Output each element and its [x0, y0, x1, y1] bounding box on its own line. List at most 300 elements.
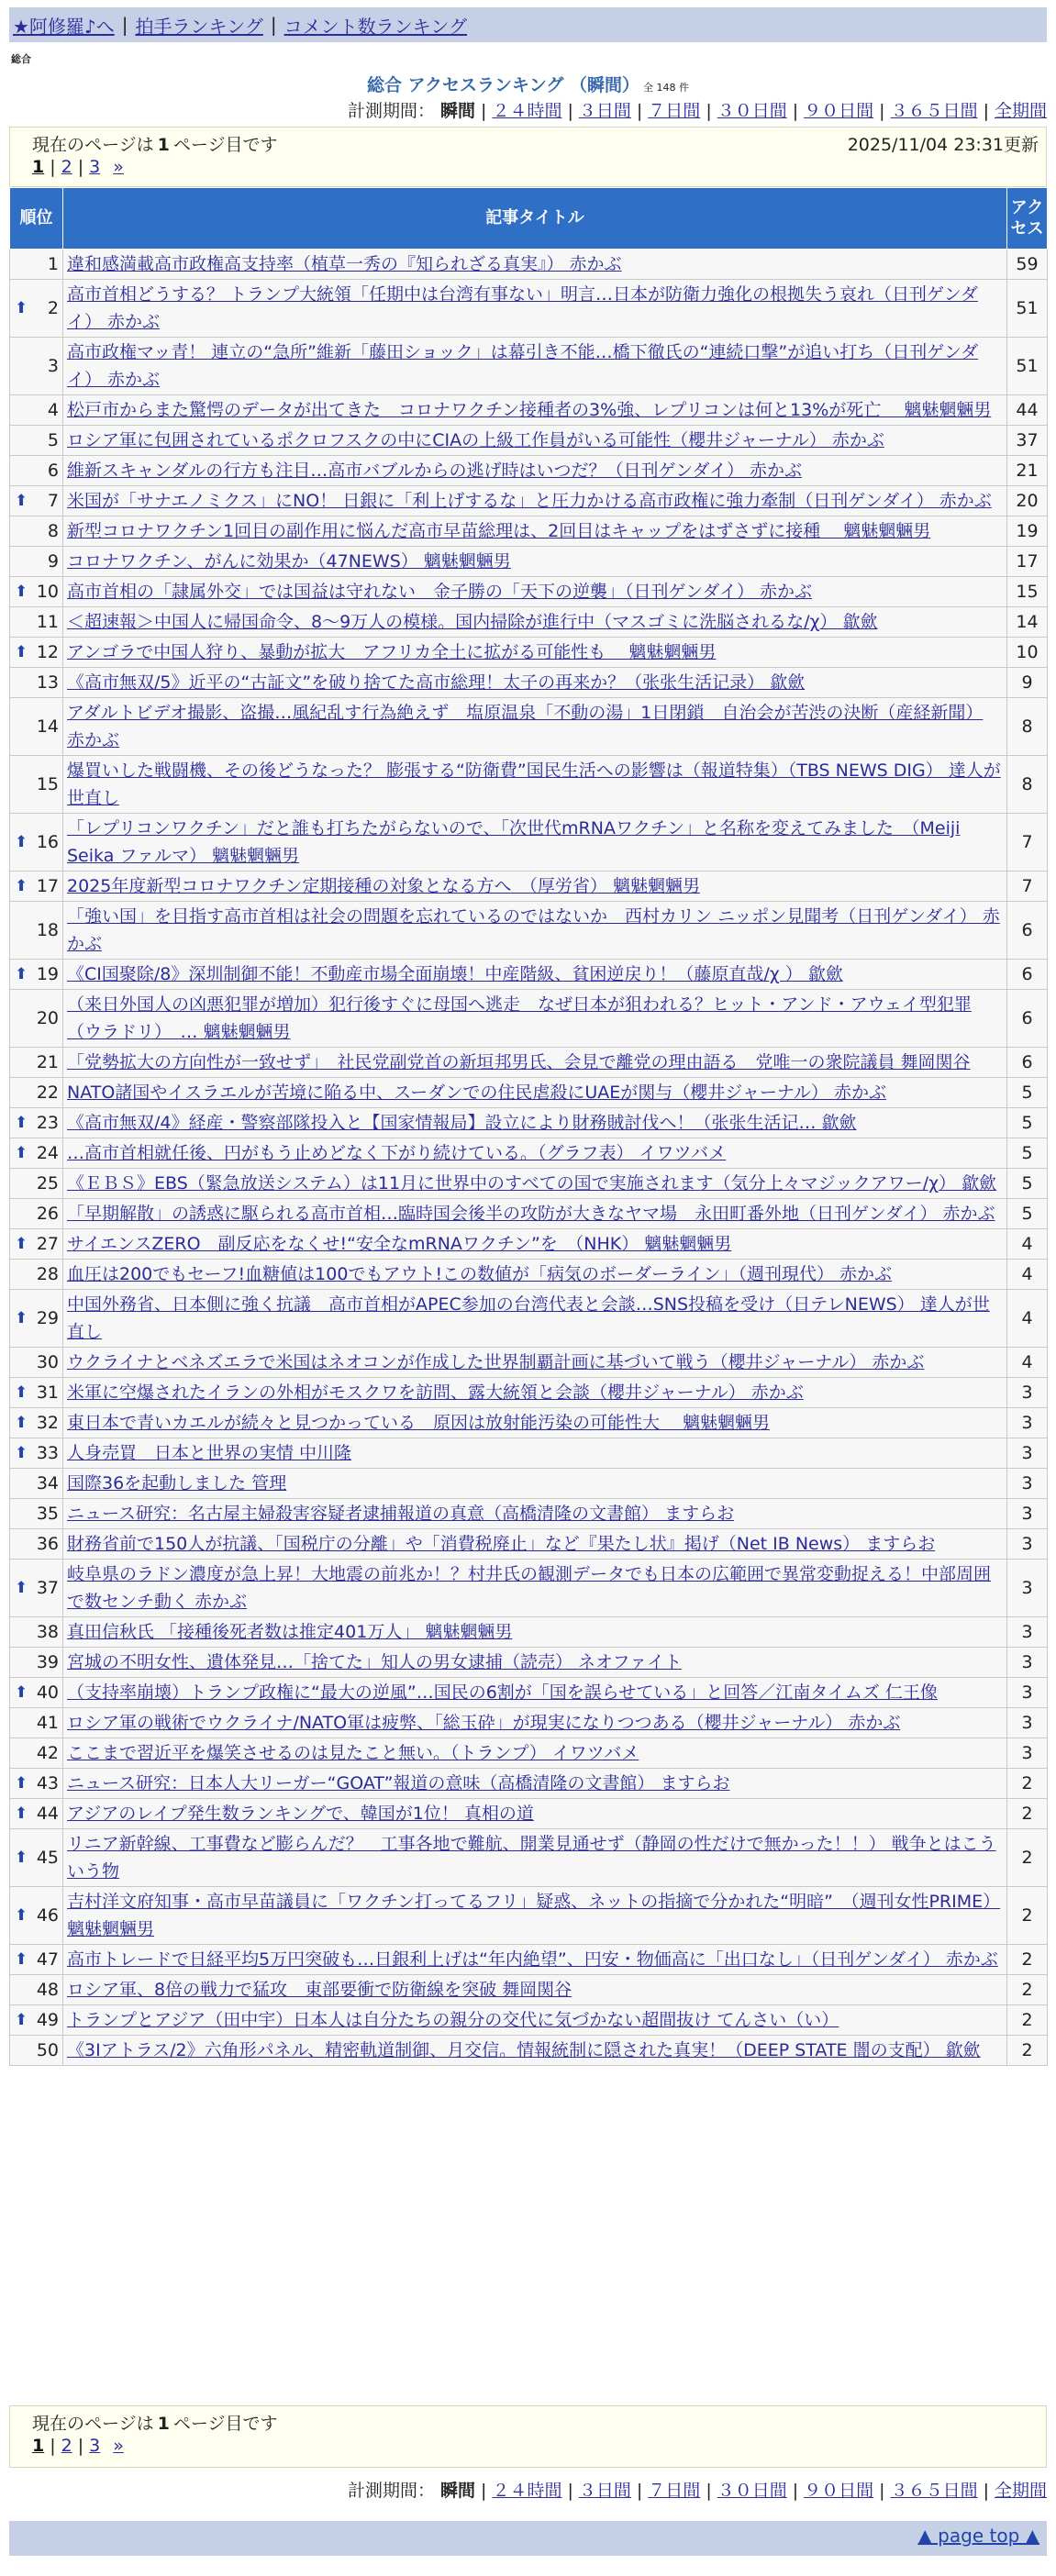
rank-number: 17 — [36, 876, 59, 896]
article-link[interactable]: 宮城の不明女性、遺体発見…「捨てた」知人の男女逮捕（読売） ネオファイト — [67, 1652, 683, 1672]
table-row — [10, 1348, 1048, 1378]
table-row — [10, 426, 1048, 456]
title-cell — [63, 1769, 1007, 1799]
up-arrow-icon: ⬆ — [15, 1579, 28, 1597]
access-count: 14 — [1007, 607, 1048, 638]
article-link[interactable]: 人身売買 日本と世界の実情 中川隆 — [67, 1443, 352, 1463]
rank-cell — [10, 1290, 63, 1348]
title-cell — [63, 2036, 1007, 2066]
rank-number: 20 — [36, 1008, 59, 1028]
table-row — [10, 902, 1048, 960]
access-count: 2 — [1007, 2036, 1048, 2066]
title-cell — [63, 1799, 1007, 1829]
rank-number: 21 — [36, 1052, 59, 1072]
rank-number: 37 — [36, 1578, 59, 1598]
rank-cell — [10, 395, 63, 426]
title-cell — [63, 1408, 1007, 1438]
article-link[interactable]: 《ＥＢＳ》EBS（緊急放送システム）は11月に世界中のすべての国で実施されます（気分上々マジックアワー/χ） 歙歛 — [67, 1173, 997, 1194]
period-30d[interactable]: ３０日間 — [717, 2481, 787, 2501]
access-count: 4 — [1007, 1290, 1048, 1348]
table-row — [10, 698, 1048, 756]
rank-number: 32 — [36, 1413, 59, 1433]
period-3d[interactable]: ３日間 — [578, 101, 631, 121]
table-row — [10, 1438, 1048, 1469]
access-count: 10 — [1007, 638, 1048, 668]
title-cell — [63, 486, 1007, 516]
article-link[interactable]: …高市首相就任後、円がもう止めどなく下がり続けている。（グラフ表） イワツバメ — [67, 1143, 727, 1163]
table-row — [10, 1408, 1048, 1438]
access-count: 3 — [1007, 1378, 1048, 1408]
article-link[interactable]: 財務省前で150人が抗議、「国税庁の分離」や「消費税廃止」など『果たし状』掲げ（Net IB News） ますらお — [67, 1534, 936, 1554]
up-arrow-icon: ⬆ — [15, 1849, 28, 1867]
access-count: 4 — [1007, 1260, 1048, 1290]
up-arrow-icon: ⬆ — [15, 1383, 28, 1402]
table-row — [10, 250, 1048, 280]
access-count: 51 — [1007, 338, 1048, 395]
access-count: 6 — [1007, 960, 1048, 990]
rank-cell — [10, 1648, 63, 1678]
rank-cell — [10, 607, 63, 638]
title-cell — [63, 668, 1007, 698]
access-count: 44 — [1007, 395, 1048, 426]
article-link[interactable]: （支持率崩壊）トランプ政権に“最大の逆風”…国民の6割が「国を誤らせている」と回答／江南タイムズ 仁王像 — [67, 1682, 938, 1703]
rank-number: 13 — [36, 672, 59, 693]
access-count: 8 — [1007, 698, 1048, 756]
rank-cell — [10, 486, 63, 516]
table-row — [10, 1469, 1048, 1499]
title-cell — [63, 1438, 1007, 1469]
ranking-table-body — [10, 250, 1048, 2066]
title-cell — [63, 1290, 1007, 1348]
rank-number: 1 — [47, 254, 59, 274]
article-link[interactable]: 「強い国」を目指す高市首相は社会の問題を忘れているのではないか 西村カリン ニッポン見聞考（日刊ゲンダイ） 赤かぶ — [67, 906, 1000, 954]
period-90d[interactable]: ９０日間 — [804, 2481, 874, 2501]
rank-cell — [10, 2005, 63, 2036]
table-header-row — [10, 188, 1048, 250]
access-count: 2 — [1007, 2005, 1048, 2036]
header-title: 記事タイトル — [63, 188, 1007, 250]
title-cell — [63, 1529, 1007, 1560]
table-row — [10, 607, 1048, 638]
up-arrow-icon: ⬆ — [15, 1114, 28, 1132]
access-count: 21 — [1007, 456, 1048, 486]
table-row — [10, 1829, 1048, 1887]
title-cell — [63, 1169, 1007, 1199]
article-link[interactable]: ニュース研究：日本人大リーガー“GOAT”報道の意味（高橋清隆の文書館） ますらお — [67, 1773, 730, 1793]
rank-cell — [10, 1438, 63, 1469]
clap-ranking-link[interactable]: 拍手ランキング — [135, 15, 263, 38]
title-cell — [63, 607, 1007, 638]
title-cell — [63, 1829, 1007, 1887]
period-7d[interactable]: ７日間 — [648, 101, 701, 121]
table-row — [10, 1887, 1048, 1945]
rank-cell — [10, 1708, 63, 1738]
rank-number: 48 — [36, 1980, 59, 2000]
article-link[interactable]: 2025年度新型コロナワクチン定期接種の対象となる方へ （厚労省） 魑魅魍魎男 — [67, 876, 700, 896]
article-link[interactable]: （来日外国人の凶悪犯罪が増加）犯行後すぐに母国へ逃走 なぜ日本が狙われる？ヒット・アンド・アウェイ型犯罪（ウラドリ） … 魑魅魍魎男 — [67, 994, 972, 1042]
rank-cell — [10, 1769, 63, 1799]
rank-number: 42 — [36, 1743, 59, 1763]
rank-number: 35 — [36, 1504, 59, 1524]
table-row — [10, 1378, 1048, 1408]
table-row — [10, 280, 1048, 338]
rank-cell — [10, 1975, 63, 2005]
article-link[interactable]: ロシア軍、8倍の戦力で猛攻 東部要衝で防衛線を突破 舞岡関谷 — [67, 1980, 572, 2000]
article-link[interactable]: 中国外務省、日本側に強く抗議 高市首相がAPEC参加の台湾代表と会談…SNS投稿を受け（日テレNEWS） 達人が世直し — [67, 1294, 990, 1342]
rank-cell — [10, 1078, 63, 1108]
title-cell — [63, 338, 1007, 395]
current-page-text: 現在のページは 1 ページ目です — [32, 135, 278, 155]
page-top-link[interactable]: ▲ page top ▲ — [917, 2525, 1039, 2547]
rank-cell — [10, 456, 63, 486]
up-arrow-icon: ⬆ — [15, 833, 28, 851]
table-row — [10, 1108, 1048, 1138]
rank-number: 25 — [36, 1173, 59, 1194]
rank-number: 28 — [36, 1264, 59, 1284]
title-cell — [63, 1617, 1007, 1648]
table-row — [10, 1290, 1048, 1348]
rank-number: 9 — [47, 551, 59, 572]
table-row — [10, 638, 1048, 668]
table-row — [10, 756, 1048, 814]
rank-cell — [10, 2036, 63, 2066]
table-row — [10, 1499, 1048, 1529]
article-link[interactable]: 《CI国聚除/8》深圳制御不能！不動産市場全面崩壊！中産階級、貧困逆戻り！（藤原直哉/χ ） 歙歛 — [67, 964, 843, 984]
article-link[interactable]: 「党勢拡大の方向性が一致せず」 社民党副党首の新垣邦男氏、会見で離党の理由語る 党唯一の衆院議員 舞岡関谷 — [67, 1052, 971, 1072]
access-count: 8 — [1007, 756, 1048, 814]
article-link[interactable]: 米軍に空爆されたイランの外相がモスクワを訪問、露大統領と会談（櫻井ジャーナル） 赤かぶ — [67, 1382, 804, 1403]
next-page-link[interactable]: » — [113, 2436, 124, 2456]
period-all[interactable]: 全期間 — [994, 101, 1047, 121]
table-row — [10, 960, 1048, 990]
access-count: 15 — [1007, 577, 1048, 607]
access-count: 3 — [1007, 1617, 1048, 1648]
rank-cell — [10, 960, 63, 990]
rank-cell — [10, 1738, 63, 1769]
title-cell — [63, 2005, 1007, 2036]
access-count: 3 — [1007, 1438, 1048, 1469]
rank-cell — [10, 872, 63, 902]
access-count: 3 — [1007, 1469, 1048, 1499]
rank-number: 36 — [36, 1534, 59, 1554]
rank-cell — [10, 547, 63, 577]
title-cell — [63, 1378, 1007, 1408]
up-arrow-icon: ⬆ — [15, 1444, 28, 1462]
article-link[interactable]: 真田信秋氏 「接種後死者数は推定401万人」 魑魅魍魎男 — [67, 1622, 513, 1642]
rank-number: 46 — [36, 1905, 59, 1926]
article-link[interactable]: ロシア軍に包囲されているポクロフスクの中にCIAの上級工作員がいる可能性（櫻井ジャーナル） 赤かぶ — [67, 430, 884, 450]
article-link[interactable]: 国際36を起動しました 管理 — [67, 1473, 287, 1493]
page-link-2[interactable]: 2 — [61, 157, 72, 177]
title-cell — [63, 1108, 1007, 1138]
rank-number: 31 — [36, 1382, 59, 1403]
up-arrow-icon: ⬆ — [15, 299, 28, 317]
rank-cell — [10, 1678, 63, 1708]
rank-number: 3 — [47, 356, 59, 376]
table-row — [10, 577, 1048, 607]
rank-number: 26 — [36, 1204, 59, 1224]
page-link-1[interactable]: 1 — [32, 2436, 45, 2456]
article-link[interactable]: 岐阜県のラドン濃度が急上昇！大地震の前兆か！？村井氏の観測データでも日本の広範囲で異常変動捉える！中部周囲で数センチ動く 赤かぶ — [67, 1564, 992, 1612]
title-cell — [63, 395, 1007, 426]
page-link-3[interactable]: 3 — [89, 2436, 101, 2456]
title-cell — [63, 1078, 1007, 1108]
period-all[interactable]: 全期間 — [994, 2481, 1047, 2501]
table-row — [10, 990, 1048, 1048]
title-cell — [63, 1469, 1007, 1499]
access-count: 5 — [1007, 1078, 1048, 1108]
rank-number: 15 — [36, 774, 59, 794]
article-link[interactable]: 高市首相どうする？ トランプ大統領「任期中は台湾有事ない」明言…日本が防衛力強化の根拠失う哀れ（日刊ゲンダイ） 赤かぶ — [67, 284, 978, 332]
current-page-text-bottom: 現在のページは 1 ページ目です — [32, 2414, 278, 2434]
rank-number: 27 — [36, 1234, 59, 1254]
title-cell — [63, 516, 1007, 547]
period-365d[interactable]: ３６５日間 — [890, 101, 978, 121]
rank-cell — [10, 1617, 63, 1648]
rank-cell — [10, 250, 63, 280]
article-link[interactable]: 《高市無双/4》経産・警察部隊投入と【国家情報局】設立により財務賊討伐へ！（张张生活记… 歙歛 — [67, 1113, 857, 1133]
article-link[interactable]: ニュース研究：名古屋主婦殺害容疑者逮捕報道の真意（高橋清隆の文書館） ますらお — [67, 1504, 735, 1524]
page-title — [0, 72, 1056, 96]
table-row — [10, 516, 1048, 547]
article-link[interactable]: 「レプリコンワクチン」だと誰も打ちたがらないので、「次世代mRNAワクチン」と名称を変えてみました （Meiji Seika ファルマ） 魑魅魍魎男 — [67, 818, 961, 866]
table-row — [10, 1648, 1048, 1678]
title-cell — [63, 456, 1007, 486]
rank-cell — [10, 1138, 63, 1169]
access-count: 2 — [1007, 1769, 1048, 1799]
page-link-1[interactable]: 1 — [32, 157, 45, 177]
title-cell — [63, 1048, 1007, 1078]
title-cell — [63, 426, 1007, 456]
rank-number: 11 — [36, 612, 59, 632]
rank-cell — [10, 338, 63, 395]
rank-cell — [10, 1108, 63, 1138]
period-selector-top: 計測期間： 瞬間 | ２４時間 | ３日間 | ７日間 | ３０日間 | ９０日間 | ３６５日間 | 全期間 — [347, 101, 1047, 121]
title-cell — [63, 577, 1007, 607]
article-link[interactable]: 東日本で青いカエルが続々と見つかっている 原因は放射能汚染の可能性大 魑魅魍魎男 — [67, 1413, 771, 1433]
article-link[interactable]: ウクライナとベネズエラで米国はネオコンが作成した世界制覇計画に基づいて戦う（櫻井ジャーナル） 赤かぶ — [67, 1352, 925, 1372]
access-count: 7 — [1007, 872, 1048, 902]
article-link[interactable]: 血圧は200でもセーフ!血糖値は100でもアウト!この数値が「病気のボーダーライン」（週刊現代） 赤かぶ — [67, 1264, 893, 1284]
period-24h[interactable]: ２４時間 — [492, 2481, 562, 2501]
article-link[interactable]: トランプとアジア（田中宇）日本人は自分たちの親分の交代に気づかない超間抜け てんさい（い） — [67, 2010, 839, 2030]
rank-cell — [10, 1499, 63, 1529]
article-link[interactable]: 高市トレードで日経平均5万円突破も…日銀利上げは“年内絶望”、円安・物価高に「出口なし」（日刊ゲンダイ） 赤かぶ — [67, 1949, 998, 1970]
article-link[interactable]: アジアのレイプ発生数ランキングで、韓国が1位！ 真相の道 — [67, 1804, 534, 1824]
period-365d[interactable]: ３６５日間 — [890, 2481, 978, 2501]
article-link[interactable]: 高市首相の「隷属外交」では国益は守れない 金子勝の「天下の逆襲」（日刊ゲンダイ） 赤かぶ — [67, 582, 813, 602]
pagination: 1 | 2 | 3 » — [32, 157, 124, 177]
up-arrow-icon: ⬆ — [15, 1906, 28, 1925]
top-nav-bar — [9, 7, 1047, 42]
rank-number: 38 — [36, 1622, 59, 1642]
title-cell — [63, 1678, 1007, 1708]
up-arrow-icon: ⬆ — [15, 1950, 28, 1969]
article-link[interactable]: サイエンスZERO 副反応をなくせ!“安全なmRNAワクチン”を （NHK） 魑魅魍魎男 — [67, 1234, 732, 1254]
period-24h[interactable]: ２４時間 — [492, 101, 562, 121]
rank-cell — [10, 1199, 63, 1229]
rank-number: 33 — [36, 1443, 59, 1463]
home-link[interactable]: ★阿修羅♪へ — [13, 15, 115, 38]
header-rank: 順位 — [10, 188, 63, 250]
rank-cell — [10, 1829, 63, 1887]
nav-separator: | — [121, 14, 128, 36]
article-link[interactable]: 維新スキャンダルの行方も注目…高市バブルからの逃げ時はいつだ？（日刊ゲンダイ） 赤かぶ — [67, 461, 803, 481]
rank-cell — [10, 280, 63, 338]
table-row — [10, 1078, 1048, 1108]
rank-cell — [10, 1229, 63, 1260]
page-link-3[interactable]: 3 — [89, 157, 101, 177]
rank-number: 19 — [36, 964, 59, 984]
up-arrow-icon: ⬆ — [15, 1235, 28, 1253]
title-cell — [63, 1499, 1007, 1529]
title-cell — [63, 1945, 1007, 1975]
title-cell — [63, 814, 1007, 872]
table-row — [10, 1945, 1048, 1975]
rank-number: 29 — [36, 1308, 59, 1328]
nav-separator: | — [270, 14, 277, 36]
article-link[interactable]: ここまで習近平を爆笑させるのは見たこと無い。（トランプ） イワツバメ — [67, 1743, 639, 1763]
access-count: 51 — [1007, 280, 1048, 338]
rank-cell — [10, 1799, 63, 1829]
next-page-link[interactable]: » — [113, 157, 124, 177]
title-cell — [63, 250, 1007, 280]
article-link[interactable]: コロナワクチン、がんに効果か（47NEWS） 魑魅魍魎男 — [67, 551, 511, 572]
rank-cell — [10, 1469, 63, 1499]
table-row — [10, 1048, 1048, 1078]
pagination-bottom: 1 | 2 | 3 » — [32, 2436, 124, 2456]
header-access: アクセス — [1007, 188, 1048, 250]
up-arrow-icon: ⬆ — [15, 877, 28, 895]
article-link[interactable]: アンゴラで中国人狩り、暴動が拡大 アフリカ全土に拡がる可能性も 魑魅魍魎男 — [67, 642, 717, 662]
rank-cell — [10, 577, 63, 607]
access-count: 9 — [1007, 668, 1048, 698]
table-row — [10, 872, 1048, 902]
rank-cell — [10, 756, 63, 814]
rank-number: 30 — [36, 1352, 59, 1372]
period-selector-bottom: 計測期間： 瞬間 | ２４時間 | ３日間 | ７日間 | ３０日間 | ９０日間 | ３６５日間 | 全期間 — [347, 2481, 1047, 2501]
access-count: 2 — [1007, 1829, 1048, 1887]
table-row — [10, 1199, 1048, 1229]
access-count: 6 — [1007, 1048, 1048, 1078]
rank-number: 14 — [36, 716, 59, 737]
access-count: 37 — [1007, 426, 1048, 456]
period-90d[interactable]: ９０日間 — [804, 101, 874, 121]
up-arrow-icon: ⬆ — [15, 1144, 28, 1162]
ranking-title: 総合 アクセスランキング （瞬間） — [366, 75, 640, 95]
table-row — [10, 2005, 1048, 2036]
rank-number: 22 — [36, 1083, 59, 1103]
article-link[interactable]: 新型コロナワクチン1回目の副作用に悩んだ高市早苗総理は、2回目はキャップをはずさずに接種 魑魅魍魎男 — [67, 521, 931, 541]
comment-ranking-link[interactable]: コメント数ランキング — [283, 15, 468, 38]
rank-number: 16 — [36, 832, 59, 852]
title-cell — [63, 756, 1007, 814]
article-link[interactable]: 《3Iアトラス/2》六角形パネル、精密軌道制御、月交信。情報統制に隠された真実！（DEEP STATE 闇の支配） 歙歛 — [67, 2040, 981, 2060]
access-count: 20 — [1007, 486, 1048, 516]
access-count: 3 — [1007, 1408, 1048, 1438]
up-arrow-icon: ⬆ — [15, 965, 28, 983]
up-arrow-icon: ⬆ — [15, 2011, 28, 2029]
title-cell — [63, 698, 1007, 756]
article-link[interactable]: 《高市無双/5》近平の“古証文”を破り捨てた高市総理！太子の再来か？（张张生活记录） 歙歛 — [67, 672, 806, 693]
up-arrow-icon: ⬆ — [15, 1414, 28, 1432]
rank-cell — [10, 1048, 63, 1078]
paging-box-bottom — [9, 2405, 1047, 2468]
article-link[interactable]: ＜超速報＞中国人に帰国命令、8～9万人の模様。国内掃除が進行中（マスゴミに洗脳されるな/χ） 歙歛 — [67, 612, 878, 632]
table-row — [10, 1169, 1048, 1199]
table-row — [10, 1529, 1048, 1560]
article-link[interactable]: リニア新幹線、工事費など膨らんだ？ 工事各地で難航、開業見通せず（静岡の性だけで無かった！！） 戦争とはこういう物 — [67, 1834, 996, 1882]
access-count: 3 — [1007, 1678, 1048, 1708]
table-row — [10, 486, 1048, 516]
article-link[interactable]: 松戸市からまた驚愕のデータが出てきた コロナワクチン接種者の3%強、レプリコンは何と13%が死亡 魑魅魍魎男 — [67, 400, 992, 420]
article-link[interactable]: 吉村洋文府知事・高市早苗議員に「ワクチン打ってるフリ」疑惑、ネットの指摘で分かれた“明暗” （週刊女性PRIME） 魑魅魍魎男 — [67, 1892, 1001, 1939]
up-arrow-icon: ⬆ — [15, 583, 28, 601]
rank-number: 41 — [36, 1713, 59, 1733]
rank-number: 24 — [36, 1143, 59, 1163]
access-count: 6 — [1007, 990, 1048, 1048]
table-row — [10, 1708, 1048, 1738]
title-cell — [63, 960, 1007, 990]
paging-box-top — [9, 127, 1047, 187]
article-link[interactable]: 「早期解散」の誘惑に駆られる高市首相…臨時国会後半の攻防が大きなヤマ場 永田町番外地（日刊ゲンダイ） 赤かぶ — [67, 1204, 995, 1224]
rank-cell — [10, 638, 63, 668]
article-link[interactable]: 違和感満載高市政権高支持率（植草一秀の『知られざる真実』） 赤かぶ — [67, 254, 622, 274]
up-arrow-icon: ⬆ — [15, 1804, 28, 1823]
rank-cell — [10, 426, 63, 456]
title-cell — [63, 547, 1007, 577]
rank-number: 39 — [36, 1652, 59, 1672]
access-count: 7 — [1007, 814, 1048, 872]
period-3d[interactable]: ３日間 — [578, 2481, 631, 2501]
access-count: 4 — [1007, 1348, 1048, 1378]
table-row — [10, 1229, 1048, 1260]
access-count: 2 — [1007, 1945, 1048, 1975]
access-count: 3 — [1007, 1499, 1048, 1529]
rank-cell — [10, 1945, 63, 1975]
access-count: 2 — [1007, 1799, 1048, 1829]
article-link[interactable]: 米国が「サナエノミクス」にNO！ 日銀に「利上げするな」と圧力かける高市政権に強力牽制（日刊ゲンダイ） 赤かぶ — [67, 491, 992, 511]
access-count: 6 — [1007, 902, 1048, 960]
rank-cell — [10, 902, 63, 960]
updated-timestamp: 2025/11/04 23:31更新 — [847, 135, 1039, 155]
rank-number: 44 — [36, 1804, 59, 1824]
rank-number: 49 — [36, 2010, 59, 2030]
period-30d[interactable]: ３０日間 — [717, 101, 787, 121]
access-count: 3 — [1007, 1648, 1048, 1678]
period-7d[interactable]: ７日間 — [648, 2481, 701, 2501]
rank-number: 5 — [47, 430, 59, 450]
rank-number: 34 — [36, 1473, 59, 1493]
article-link[interactable]: 高市政権マッ青！ 連立の“急所”維新「藤田ショック」は幕引き不能…橋下徹氏の“連続口撃”が追い打ち（日刊ゲンダイ） 赤かぶ — [67, 342, 979, 390]
access-count: 17 — [1007, 547, 1048, 577]
article-link[interactable]: アダルトビデオ撮影、盗撮…風紀乱す行為絶えず 塩原温泉「不動の湯」1日閉鎖 自治会が苦渋の決断（産経新聞） 赤かぶ — [67, 703, 984, 750]
article-link[interactable]: NATO諸国やイスラエルが苦境に陥る中、スーダンでの住民虐殺にUAEが関与（櫻井ジャーナル） 赤かぶ — [67, 1083, 886, 1103]
page-link-2[interactable]: 2 — [61, 2436, 72, 2456]
rank-number: 45 — [36, 1848, 59, 1868]
access-count: 5 — [1007, 1199, 1048, 1229]
article-link[interactable]: 爆買いした戦闘機、その後どうなった？ 膨張する“防衛費”国民生活への影響は（報道特集）（TBS NEWS DIG） 達人が世直し — [67, 761, 1001, 808]
title-cell — [63, 872, 1007, 902]
access-count: 59 — [1007, 250, 1048, 280]
rank-number: 7 — [47, 491, 59, 511]
table-row — [10, 1975, 1048, 2005]
footer-bar — [9, 2521, 1047, 2556]
article-link[interactable]: ロシア軍の戦術でウクライナ/NATO軍は疲弊、「総玉砕」が現実になりつつある（櫻井ジャーナル） 赤かぶ — [67, 1713, 901, 1733]
period-current: 瞬間 — [440, 101, 476, 121]
table-row — [10, 814, 1048, 872]
rank-number: 23 — [36, 1113, 59, 1133]
